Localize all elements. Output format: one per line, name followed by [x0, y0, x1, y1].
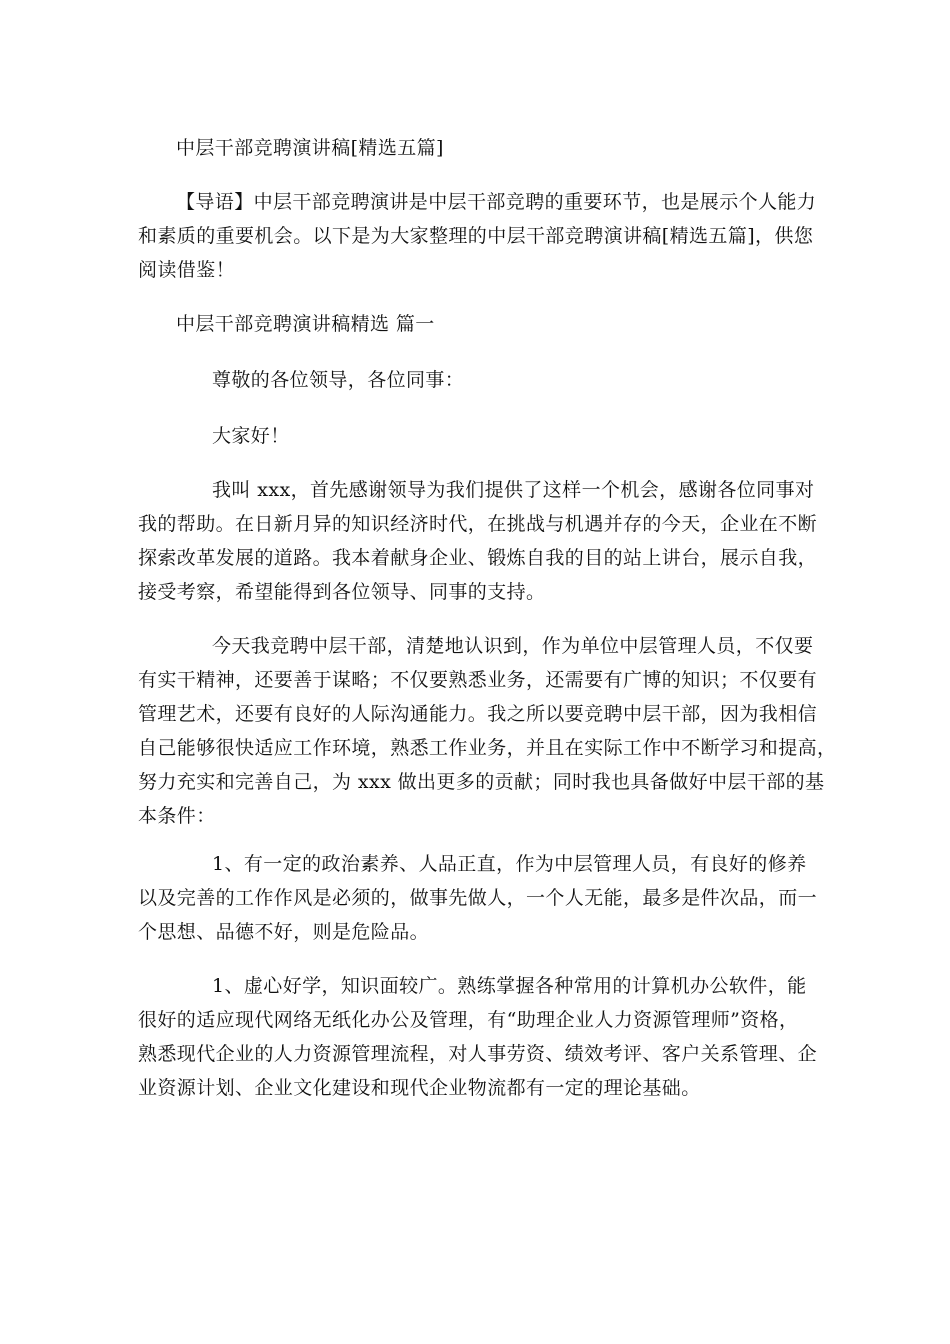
- salutation: 尊敬的各位领导，各位同事：: [212, 369, 465, 391]
- intro-line: 【导语】中层干部竞聘演讲是中层干部竞聘的重要环节，也是展示个人能力: [176, 191, 817, 213]
- paragraph-line: 今天我竞聘中层干部，清楚地认识到，作为单位中层管理人员，不仅要: [212, 635, 814, 657]
- paragraph-line: 接受考察，希望能得到各位领导、同事的支持。: [138, 581, 546, 603]
- numbered-item-line: 熟悉现代企业的人力资源管理流程，对人事劳资、绩效考评、客户关系管理、企: [138, 1043, 818, 1065]
- paragraph-line: 有实干精神，还要善于谋略；不仅要熟悉业务，还需要有广博的知识；不仅要有: [138, 669, 818, 691]
- numbered-item-line: 1、有一定的政治素养、人品正直，作为中层管理人员，有良好的修养: [212, 853, 807, 875]
- numbered-item-line: 个思想、品德不好，则是危险品。: [138, 921, 430, 943]
- numbered-item-line: 很好的适应现代网络无纸化办公及管理，有“助理企业人力资源管理师”资格，: [138, 1009, 799, 1031]
- numbered-item-line: 以及完善的工作作风是必须的，做事先做人，一个人无能，最多是件次品，而一: [138, 887, 818, 909]
- paragraph-line: 努力充实和完善自己，为 xxx 做出更多的贡献；同时我也具备做好中层干部的基: [138, 771, 825, 793]
- paragraph-line: 管理艺术，还要有良好的人际沟通能力。我之所以要竞聘中层干部，因为我相信: [138, 703, 818, 725]
- intro-line: 阅读借鉴！: [138, 259, 236, 281]
- section-title: 中层干部竞聘演讲稿精选 篇一: [176, 313, 435, 335]
- document-title: 中层干部竞聘演讲稿[精选五篇]: [176, 137, 444, 159]
- greeting-line: 大家好！: [212, 425, 290, 447]
- paragraph-line: 自己能够很快适应工作环境，熟悉工作业务，并且在实际工作中不断学习和提高，: [138, 737, 837, 759]
- intro-line: 和素质的重要机会。以下是为大家整理的中层干部竞聘演讲稿[精选五篇]，供您: [138, 225, 814, 247]
- numbered-item-line: 业资源计划、企业文化建设和现代企业物流都有一定的理论基础。: [138, 1077, 701, 1099]
- paragraph-line: 我的帮助。在日新月异的知识经济时代，在挑战与机遇并存的今天，企业在不断: [138, 513, 818, 535]
- paragraph-line: 本条件：: [138, 805, 216, 827]
- numbered-item-line: 1、虚心好学，知识面较广。熟练掌握各种常用的计算机办公软件，能: [212, 975, 807, 997]
- paragraph-line: 我叫 xxx，首先感谢领导为我们提供了这样一个机会，感谢各位同事对: [212, 479, 815, 501]
- paragraph-line: 探索改革发展的道路。我本着献身企业、锻炼自我的目的站上讲台，展示自我，: [138, 547, 818, 569]
